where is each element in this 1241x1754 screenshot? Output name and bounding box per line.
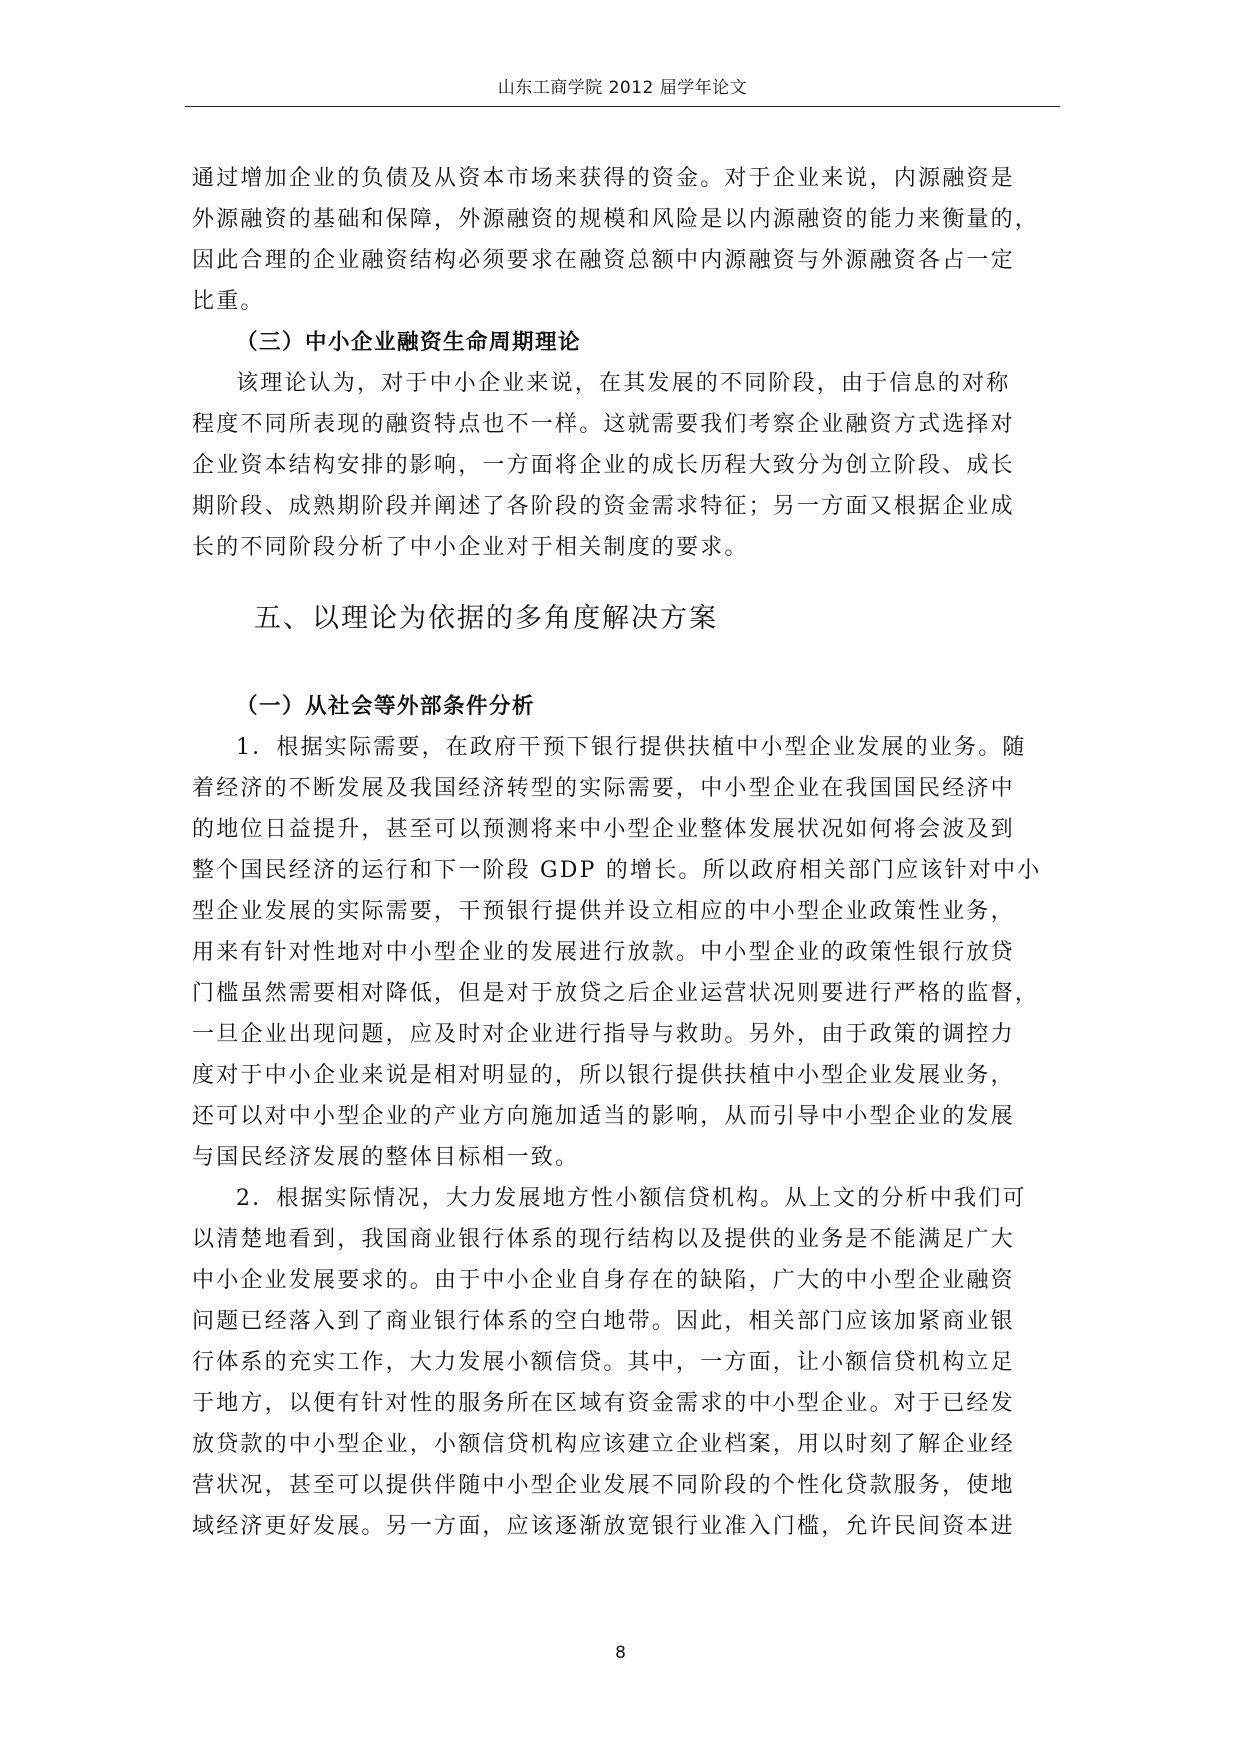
paragraph-4-line-3: 中小企业发展要求的。由于中小企业自身存在的缺陷，广大的中小型企业融资: [192, 1268, 1015, 1293]
paragraph-3-line-1: 1．根据实际需要，在政府干预下银行提供扶植中小型企业发展的业务。随: [236, 735, 1027, 760]
running-header: 山东工商学院 2012 届学年论文: [497, 78, 748, 98]
section-heading: 五、以理论为依据的多角度解决方案: [254, 603, 718, 634]
page-number: 8: [615, 1643, 626, 1663]
paragraph-1-line-4: 比重。: [192, 289, 265, 314]
paragraph-4-line-7: 放贷款的中小型企业，小额信贷机构应该建立企业档案，用以时刻了解企业经: [192, 1432, 1015, 1457]
paragraph-2-line-3: 企业资本结构安排的影响，一方面将企业的成长历程大致分为创立阶段、成长: [192, 453, 1015, 478]
paragraph-4-line-2: 以清楚地看到，我国商业银行体系的现行结构以及提供的业务是不能满足广大: [192, 1227, 1015, 1252]
paragraph-4-line-4: 问题已经落入到了商业银行体系的空白地带。因此，相关部门应该加紧商业银: [192, 1309, 1015, 1334]
paragraph-1-line-2: 外源融资的基础和保障，外源融资的规模和风险是以内源融资的能力来衡量的，: [192, 207, 1040, 232]
paragraph-2-line-5: 长的不同阶段分析了中小企业对于相关制度的要求。: [192, 535, 749, 560]
paragraph-3-line-7: 门槛虽然需要相对降低，但是对于放贷之后企业运营状况则要进行严格的监督，: [192, 981, 1040, 1006]
paragraph-4-line-8: 营状况，甚至可以提供伴随中小型企业发展不同阶段的个性化贷款服务，使地: [192, 1473, 1015, 1498]
header-rule: [185, 106, 1060, 107]
paragraph-1-line-1: 通过增加企业的负债及从资本市场来获得的资金。对于企业来说，内源融资是: [192, 166, 1015, 191]
paragraph-2-line-4: 期阶段、成熟期阶段并阐述了各阶段的资金需求特征；另一方面又根据企业成: [192, 494, 1015, 519]
paragraph-3-line-6: 用来有针对性地对中小型企业的发展进行放款。中小型企业的政策性银行放贷: [192, 940, 1015, 965]
subheading-lifecycle-theory: （三）中小企业融资生命周期理论: [236, 330, 582, 355]
paragraph-1-line-3: 因此合理的企业融资结构必须要求在融资总额中内源融资与外源融资各占一定: [192, 248, 1015, 273]
paragraph-4-line-9: 域经济更好发展。另一方面，应该逐渐放宽银行业准入门槛，允许民间资本进: [192, 1514, 1015, 1539]
paragraph-3-line-5: 型企业发展的实际需要，干预银行提供并设立相应的中小型企业政策性业务，: [192, 899, 1015, 924]
paragraph-3-line-9: 度对于中小企业来说是相对明显的，所以银行提供扶植中小型企业发展业务，: [192, 1063, 1015, 1088]
paragraph-3-line-3: 的地位日益提升，甚至可以预测将来中小型企业整体发展状况如何将会波及到: [192, 817, 1015, 842]
paragraph-4-line-5: 行体系的充实工作，大力发展小额信贷。其中，一方面，让小额信贷机构立足: [192, 1350, 1015, 1375]
paragraph-4-line-6: 于地方，以便有针对性的服务所在区域有资金需求的中小型企业。对于已经发: [192, 1391, 1015, 1416]
paragraph-3-line-10: 还可以对中小型企业的产业方向施加适当的影响，从而引导中小型企业的发展: [192, 1104, 1015, 1129]
paragraph-3-line-4: 整个国民经济的运行和下一阶段 GDP 的增长。所以政府相关部门应该针对中小: [192, 858, 1042, 883]
paragraph-3-line-2: 着经济的不断发展及我国经济转型的实际需要，中小型企业在我国国民经济中: [192, 776, 1015, 801]
paragraph-4-line-1: 2．根据实际情况，大力发展地方性小额信贷机构。从上文的分析中我们可: [236, 1186, 1027, 1211]
paragraph-2-line-1: 该理论认为，对于中小企业来说，在其发展的不同阶段，由于信息的对称: [236, 371, 1011, 396]
paragraph-3-line-8: 一旦企业出现问题，应及时对企业进行指导与救助。另外，由于政策的调控力: [192, 1022, 1015, 1047]
subheading-external-conditions: （一）从社会等外部条件分析: [236, 694, 536, 719]
paragraph-2-line-2: 程度不同所表现的融资特点也不一样。这就需要我们考察企业融资方式选择对: [192, 412, 1015, 437]
paragraph-3-line-11: 与国民经济发展的整体目标相一致。: [192, 1145, 580, 1170]
